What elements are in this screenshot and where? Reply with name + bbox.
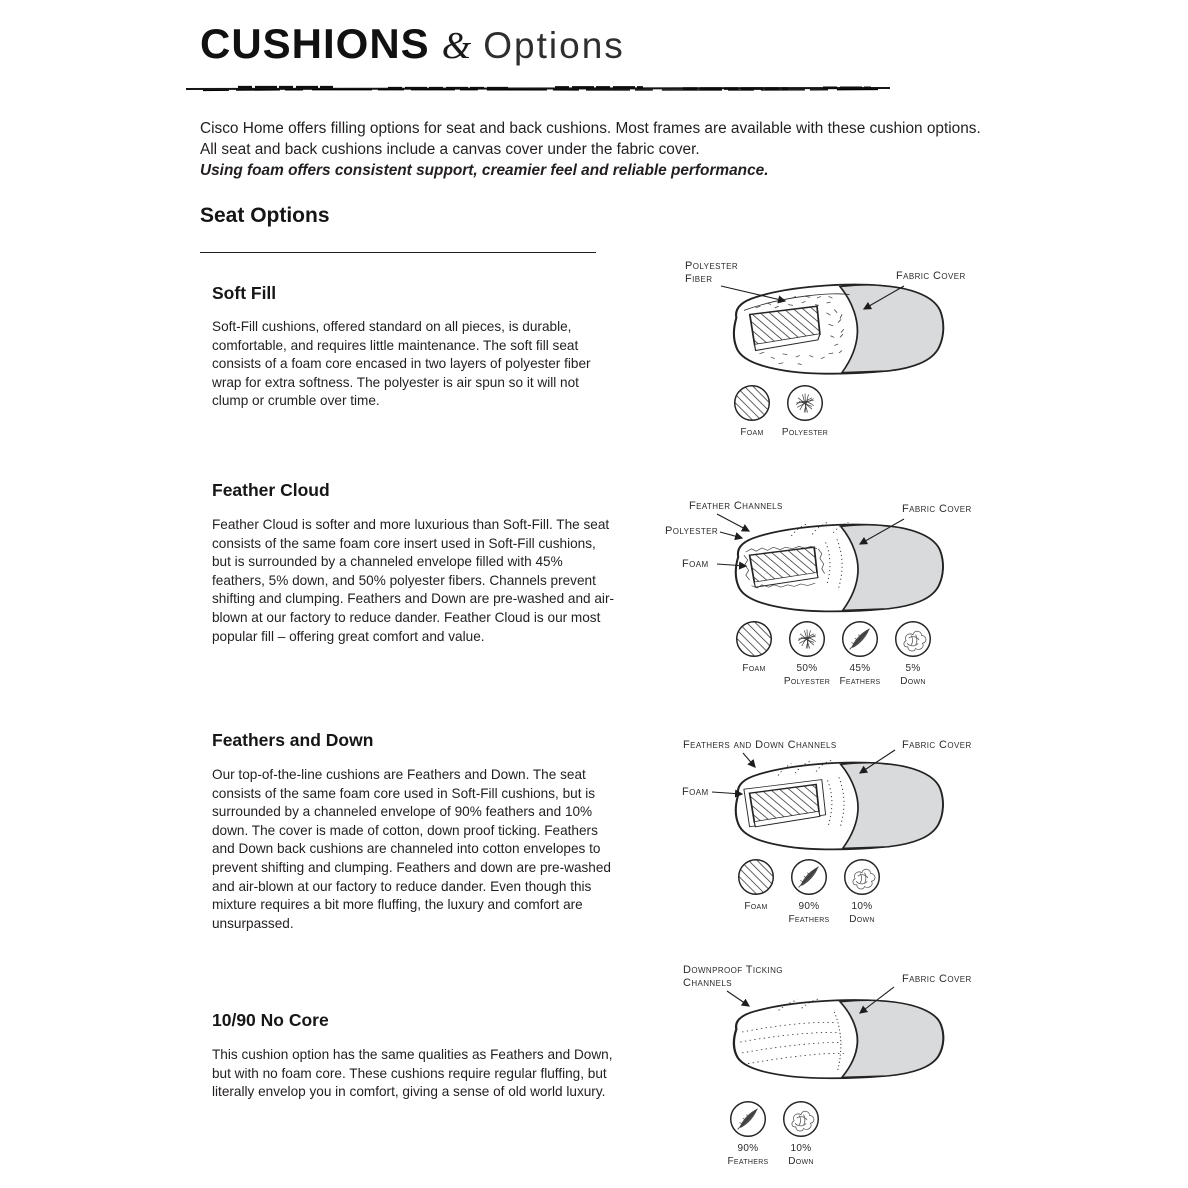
callout-foam: Foam <box>682 786 709 798</box>
callout-fabric-cover: Fabric Cover <box>896 270 966 282</box>
legend-label: Polyester <box>781 427 829 438</box>
diagram-feathers-and-down <box>663 734 1010 946</box>
legend-item-50-polyester: 50% Polyester <box>784 620 830 688</box>
legend-item-polyester <box>782 384 828 439</box>
seat-options-heading: Seat Options <box>200 204 330 227</box>
section-heading-feather-cloud: Feather Cloud <box>212 480 330 500</box>
diagram-soft-fill <box>663 256 1010 458</box>
page-title <box>200 20 625 68</box>
polyester-swatch-icon <box>788 620 826 658</box>
legend-item-90-feathers: 90% Feathers <box>786 858 832 926</box>
legend-item-foam: Foam <box>731 620 777 688</box>
callout-polyester: Polyester <box>665 525 719 537</box>
legend-item-90-feathers: 90% Feathers <box>725 1100 771 1168</box>
diagram-feather-cloud <box>663 494 1010 706</box>
callout-fabric-cover: Fabric Cover <box>902 973 972 985</box>
title-main: CUSHIONS <box>200 20 430 67</box>
down-swatch-icon <box>782 1100 820 1138</box>
callout-feathers-and-down-channels: Feathers and Down Channels <box>683 739 837 751</box>
diagram-10-90-no-core <box>663 960 1010 1186</box>
callout-foam: Foam <box>682 558 709 570</box>
hand-drawn-rule <box>183 84 893 94</box>
callout-fabric-cover: Fabric Cover <box>902 503 972 515</box>
legend-label: Foam <box>740 427 764 438</box>
legend <box>729 384 828 439</box>
callout-polyester-fiber: Polyester Fiber <box>685 260 739 286</box>
foam-swatch-icon <box>735 620 773 658</box>
callout-fabric-cover: Fabric Cover <box>902 739 972 751</box>
section-body-soft-fill: Soft-Fill cushions, offered standard on all pieces, is durable, comfortable, and requires little maintenance. The soft fill seat consists of a foam core encased in two layers of polyester fiber wrap for extra softness. The polyester is air spun so it will not clump or crumble over time. <box>212 319 591 409</box>
legend <box>731 620 936 688</box>
title-ampersand: & <box>441 25 472 67</box>
foam-swatch-icon <box>737 858 775 896</box>
section-heading-10-90-no-core: 10/90 No Core <box>212 1010 329 1030</box>
foam-swatch-icon <box>733 384 771 422</box>
section-body-10-90-no-core: This cushion option has the same qualities as Feathers and Down, but with no foam core. These cushions require regular fluffing, but literally envelop you in comfort, giving a sense of old world luxury. <box>212 1047 613 1100</box>
section-divider <box>200 252 596 253</box>
intro-emphasis: Using foam offers consistent support, creamier feel and reliable performance. <box>200 162 769 179</box>
section-body-feather-cloud: Feather Cloud is softer and more luxurious than Soft-Fill. The seat consists of the same foam core insert used in Soft-Fill cushions, but is surrounded by a channeled envelope filled with 45% feathers, 5% down, and 50% polyester fibers. Channels prevent shifting and clumping. Feathers and Down are pre-washed and air-blown at our factory to reduce dander. Feather Cloud is our most popular fill – offering great comfort and value. <box>212 517 614 644</box>
section-heading-soft-fill: Soft Fill <box>212 283 277 303</box>
legend-item-5-down: 5% Down <box>890 620 936 688</box>
polyester-swatch-icon <box>786 384 824 422</box>
legend <box>733 858 885 926</box>
feather-swatch-icon <box>841 620 879 658</box>
down-swatch-icon <box>843 858 881 896</box>
callout-feather-channels: Feather Channels <box>689 500 783 512</box>
down-swatch-icon <box>894 620 932 658</box>
title-subtitle: Options <box>483 25 625 66</box>
legend-item-foam: Foam <box>733 858 779 926</box>
legend-item-foam <box>729 384 775 439</box>
section-body-feathers-and-down: Our top-of-the-line cushions are Feathers and Down. The seat consists of the same foam core used in Soft-Fill cushions, but is surrounded by a channeled envelope of 90% feathers and 10% down. The cover is made of cotton, down proof ticking. Feathers and Down back cushions are channeled into cotton envelopes to prevent shifting and clumping. Feathers and down are pre-washed and air-blown at our factory to reduce dander. Even though this mixture requires a bit more fluffing, the luxury and comfort are unsurpassed. <box>212 767 611 931</box>
intro-paragraph <box>200 118 992 181</box>
feather-swatch-icon <box>790 858 828 896</box>
callout-downproof-ticking-channels: Downproof Ticking Channels <box>683 964 783 990</box>
section-heading-feathers-and-down: Feathers and Down <box>212 730 374 750</box>
intro-text: Cisco Home offers filling options for seat and back cushions. Most frames are available with these cushion options. All seat and back cushions include a canvas cover under the fabric cover. <box>200 120 981 158</box>
feather-swatch-icon <box>729 1100 767 1138</box>
legend-item-45-feathers: 45% Feathers <box>837 620 883 688</box>
legend <box>725 1100 824 1168</box>
legend-item-10-down: 10% Down <box>778 1100 824 1168</box>
legend-item-10-down: 10% Down <box>839 858 885 926</box>
